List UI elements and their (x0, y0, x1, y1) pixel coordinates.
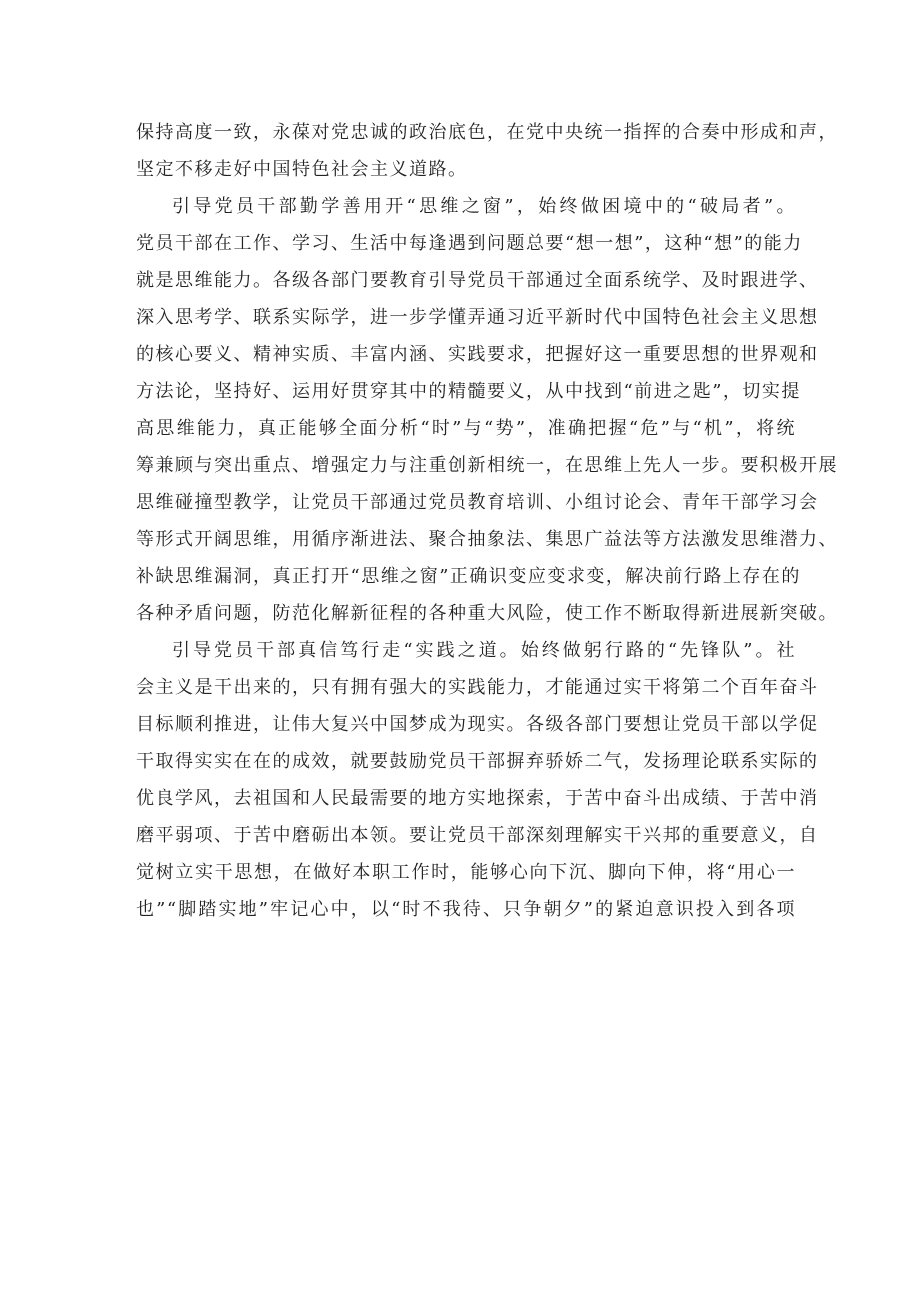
text-line: 思维碰撞型教学，让党员干部通过党员教育培训、小组讨论会、青年干部学习会 (136, 492, 819, 513)
text-line: 方法论，坚持好、运用好贯穿其中的精髓要义，从中找到“前进之匙”，切实提 (136, 381, 801, 402)
text-line: 觉树立实干思想，在做好本职工作时，能够心向下沉、脚向下伸，将“用心一 (136, 862, 796, 883)
text-line: 补缺思维漏洞，真正打开“思维之窗”正确识变应变求变，解决前行路上存在的 (136, 566, 801, 587)
paragraph-2 (136, 188, 838, 632)
text-line: 目标顺利推进，让伟大复兴中国梦成为现实。各级各部门要想让党员干部以学促 (136, 714, 819, 735)
text-line: 高思维能力，真正能够全面分析“时”与“势”，准确把握“危”与“机”，将统 (136, 418, 796, 439)
text-line: 磨平弱项、于苦中磨砺出本领。要让党员干部深刻理解实干兴邦的重要意义，自 (136, 825, 819, 846)
text-line: 优良学风，去祖国和人民最需要的地方实地探索，于苦中奋斗出成绩、于苦中消 (136, 788, 819, 809)
text-line: 筹兼顾与突出重点、增强定力与注重创新相统一，在思维上先人一步。要积极开展 (136, 455, 838, 476)
text-line: 深入思考学、联系实际学，进一步学懂弄通习近平新时代中国特色社会主义思想 (136, 307, 819, 328)
text-line: 坚定不移走好中国特色社会主义道路。 (136, 159, 468, 180)
paragraph-3 (136, 632, 819, 928)
text-line: 干取得实实在在的成效，就要鼓励党员干部摒弃骄娇二气，发扬理论联系实际的 (136, 751, 819, 772)
text-line: 各种矛盾问题，防范化解新征程的各种重大风险，使工作不断取得新进展新突破。 (136, 603, 838, 624)
text-line: 引导党员干部勤学善用开“思维之窗”，始终做困境中的“破局者”。 (172, 196, 796, 217)
text-line: 等形式开阔思维，用循序渐进法、聚合抽象法、集思广益法等方法激发思维潜力、 (136, 529, 838, 550)
text-line: 保持高度一致，永葆对党忠诚的政治底色，在党中央统一指挥的合奏中形成和声， (136, 122, 838, 143)
text-line: 的核心要义、精神实质、丰富内涵、实践要求，把握好这一重要思想的世界观和 (136, 344, 819, 365)
text-line: 会主义是干出来的，只有拥有强大的实践能力，才能通过实干将第二个百年奋斗 (136, 677, 819, 698)
text-line: 也”“脚踏实地”牢记心中，以“时不我待、只争朝夕”的紧迫意识投入到各项 (136, 899, 796, 920)
text-line: 引导党员干部真信笃行走“实践之道。始终做躬行路的“先锋队”。社 (172, 640, 796, 661)
paragraph-1 (136, 114, 838, 188)
body-text (136, 114, 838, 928)
text-line: 党员干部在工作、学习、生活中每逢遇到问题总要“想一想”，这种“想”的能力 (136, 233, 803, 254)
text-line: 就是思维能力。各级各部门要教育引导党员干部通过全面系统学、及时跟进学、 (136, 270, 819, 291)
